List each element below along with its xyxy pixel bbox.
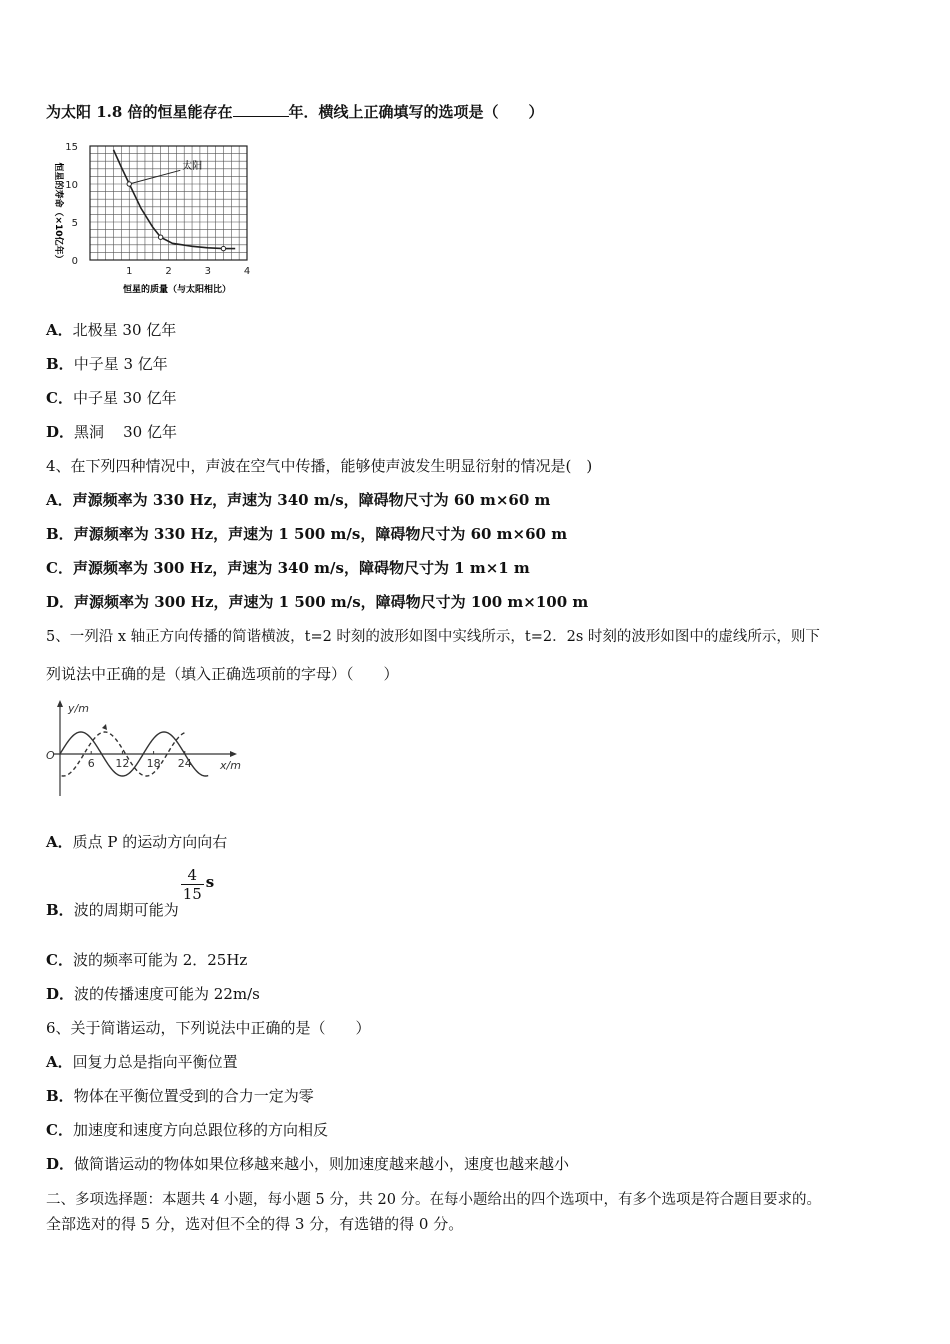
x-tick-label: 18 [146,757,161,770]
data-point [221,246,225,250]
y-tick-label: 0 [71,256,78,267]
period-fraction [181,866,204,903]
option-letter: B． [46,525,74,543]
y-axis-label: y/m [68,702,89,715]
y-tick-label: 15 [65,142,78,153]
q6-option-b [46,1086,314,1106]
option-text: 回复力总是指向平衡位置 [72,1053,238,1071]
section2-heading-line1: 二、多项选择题：本题共 4 小题，每小题 5 分，共 20 分。在每小题给出的四个选项中，有多个选项是符合题目要求的。 [46,1192,822,1208]
fraction-numerator: 4 [187,866,198,884]
x-axis-label: 恒星的质量（与太阳相比） [122,285,232,295]
x-axis-arrow [230,751,237,757]
sun-annotation-label: 太阳 [182,160,203,172]
chart-grid [90,146,247,260]
q5-stem-line1: 5、一列沿 x 轴正方向传播的简谐横波，t=2 时刻的波形如图中实线所示，t=2．2s 时刻的波形如图中的虚线所示，则下 [46,629,820,645]
option-letter: B． [46,1087,74,1105]
section2-heading-line2: 全部选对的得 5 分，选对但不全的得 3 分，有选错的得 0 分。 [46,1215,464,1233]
option-letter: C． [46,559,73,577]
option-letter: A． [46,321,73,339]
q3-option-a [46,320,176,340]
q3-option-b [46,354,168,374]
option-text: 波的周期可能为 [73,900,179,919]
option-letter: A． [46,491,73,509]
q4-option-d [46,592,588,612]
data-point [158,235,162,239]
q3-option-c [46,388,177,408]
q4-option-b [46,524,567,544]
option-text: 声源频率为 330 Hz，声速为 340 m/s，障碍物尺寸为 60 m×60 m [72,491,551,509]
intro-suffix: 年．横线上正确填写的选项是（ ） [288,103,544,121]
q4-option-c [46,558,530,578]
y-axis-label: 恒星的寿命（×10亿年） [53,162,63,264]
origin-label: O [46,749,55,762]
x-tick-label: 2 [165,266,172,277]
option-text: 声源频率为 330 Hz，声速为 1 500 m/s，障碍物尺寸为 60 m×60 m [73,525,568,543]
option-text: 波的传播速度可能为 22m/s [74,985,260,1003]
option-text: 黑洞 30 亿年 [74,423,177,441]
x-tick-label: 3 [204,266,211,277]
option-text: 声源频率为 300 Hz，声速为 340 m/s，障碍物尺寸为 1 m×1 m [72,559,530,577]
x-tick-label: 6 [87,757,95,770]
fraction-denominator: 15 [182,885,202,903]
y-tick-label: 5 [71,218,78,229]
x-tick-label: 1 [126,266,133,277]
q4-stem: 4、在下列四种情况中，声波在空气中传播，能够使声波发生明显衍射的情况是( ) [46,457,593,475]
intro-prefix: 为太阳 1.8 倍的恒星能存在 [46,103,233,121]
x-axis-label: x/m [220,759,241,772]
y-tick-label: 10 [65,180,78,191]
option-letter: C． [46,1121,73,1139]
period-unit: s [205,872,215,891]
q5-stem-line2: 列说法中正确的是（填入正确选项前的字母）（ ） [46,665,399,683]
q6-stem: 6、关于简谐运动，下列说法中正确的是（ ） [46,1019,371,1037]
q5-option-c [46,950,247,970]
option-text: 加速度和速度方向总跟位移的方向相反 [72,1121,328,1139]
option-text: 波的频率可能为 2．25Hz [72,951,248,969]
option-letter: B． [46,355,74,373]
option-text: 中子星 30 亿年 [72,389,177,407]
option-letter: A． [46,1053,73,1071]
q6-option-a [46,1052,238,1072]
option-letter: B． [46,900,74,919]
option-letter: D． [46,985,75,1003]
q5-option-d [46,984,260,1004]
option-letter: D． [46,593,75,611]
wave-chart [40,698,250,802]
q5-option-b [46,866,215,919]
option-text: 北极星 30 亿年 [72,321,177,339]
q5-option-a [46,832,227,852]
option-letter: D． [46,1155,75,1173]
option-letter: A． [46,833,73,851]
q3-option-d [46,422,177,442]
motion-arrow-icon [102,724,107,730]
option-text: 声源频率为 300 Hz，声速为 1 500 m/s，障碍物尺寸为 100 m×100 m [74,593,589,611]
option-letter: C． [46,951,73,969]
option-text: 物体在平衡位置受到的合力一定为零 [73,1087,314,1105]
option-text: 中子星 3 亿年 [73,355,168,373]
x-tick-label: 4 [243,266,251,277]
q4-option-a [46,490,550,510]
q6-option-c [46,1120,328,1140]
option-letter: D． [46,423,75,441]
q6-option-d [46,1154,569,1174]
answer-blank [233,102,289,117]
star-lifetime-chart [44,138,264,300]
option-text: 质点 P 的运动方向向右 [72,833,228,851]
x-tick-label: 12 [115,757,130,770]
option-letter: C． [46,389,73,407]
option-text: 做简谐运动的物体如果位移越来越小，则加速度越来越小，速度也越来越小 [74,1155,570,1173]
x-tick-label: 24 [177,757,192,770]
question-intro-line [46,102,544,122]
data-point [127,182,131,186]
y-axis-arrow [57,700,63,707]
